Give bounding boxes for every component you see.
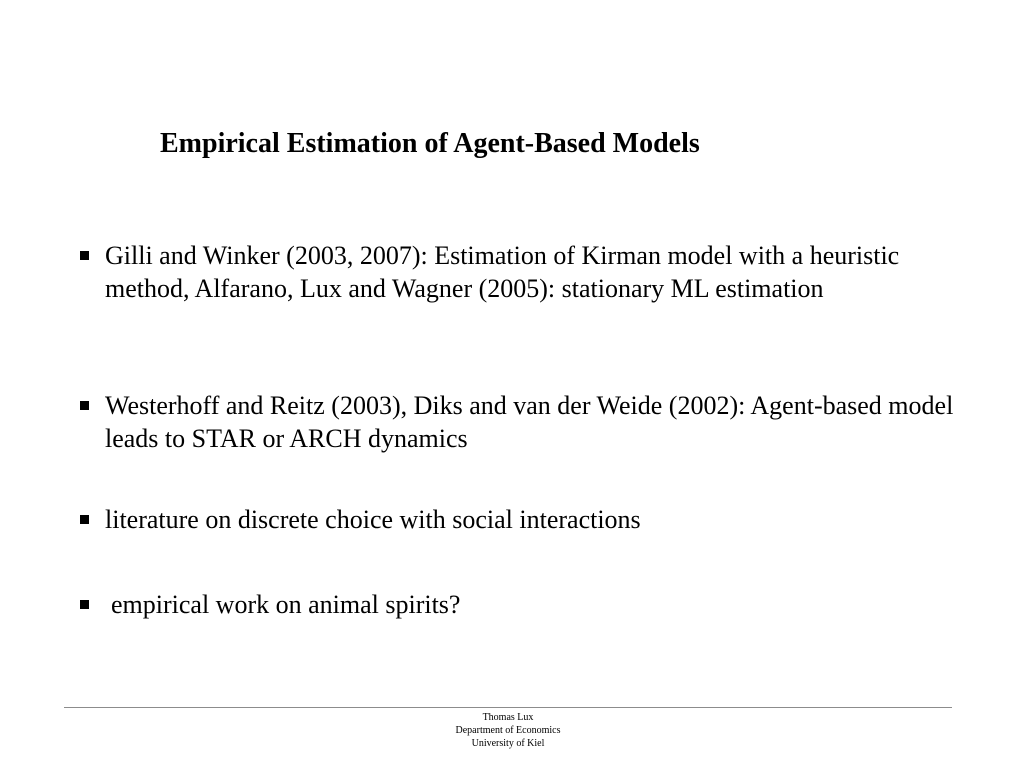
bullet-text: literature on discrete choice with social interactions [105,505,641,534]
footer [0,711,1016,750]
slide-title: Empirical Estimation of Agent-Based Models [160,128,700,159]
square-bullet-icon [80,401,89,410]
bullet-text: empirical work on animal spirits? [111,590,461,619]
footer-divider [64,707,952,708]
footer-university: University of Kiel [471,738,545,749]
bullet-item [80,588,970,621]
square-bullet-icon [80,600,89,609]
square-bullet-icon [80,251,89,260]
bullet-text: Westerhoff and Reitz (2003), Diks and van der Weide (2002): Agent-based model leads to STAR or ARCH dynamics [105,391,954,453]
footer-author: Thomas Lux [482,712,534,723]
bullet-item [80,389,970,455]
bullet-item [80,239,970,305]
square-bullet-icon [80,515,89,524]
bullet-text: Gilli and Winker (2003, 2007): Estimation of Kirman model with a heuristic method, Alfarano, Lux and Wagner (2005): stationary ML estimation [105,241,900,303]
bullet-item [80,503,970,536]
footer-department: Department of Economics [455,725,561,736]
